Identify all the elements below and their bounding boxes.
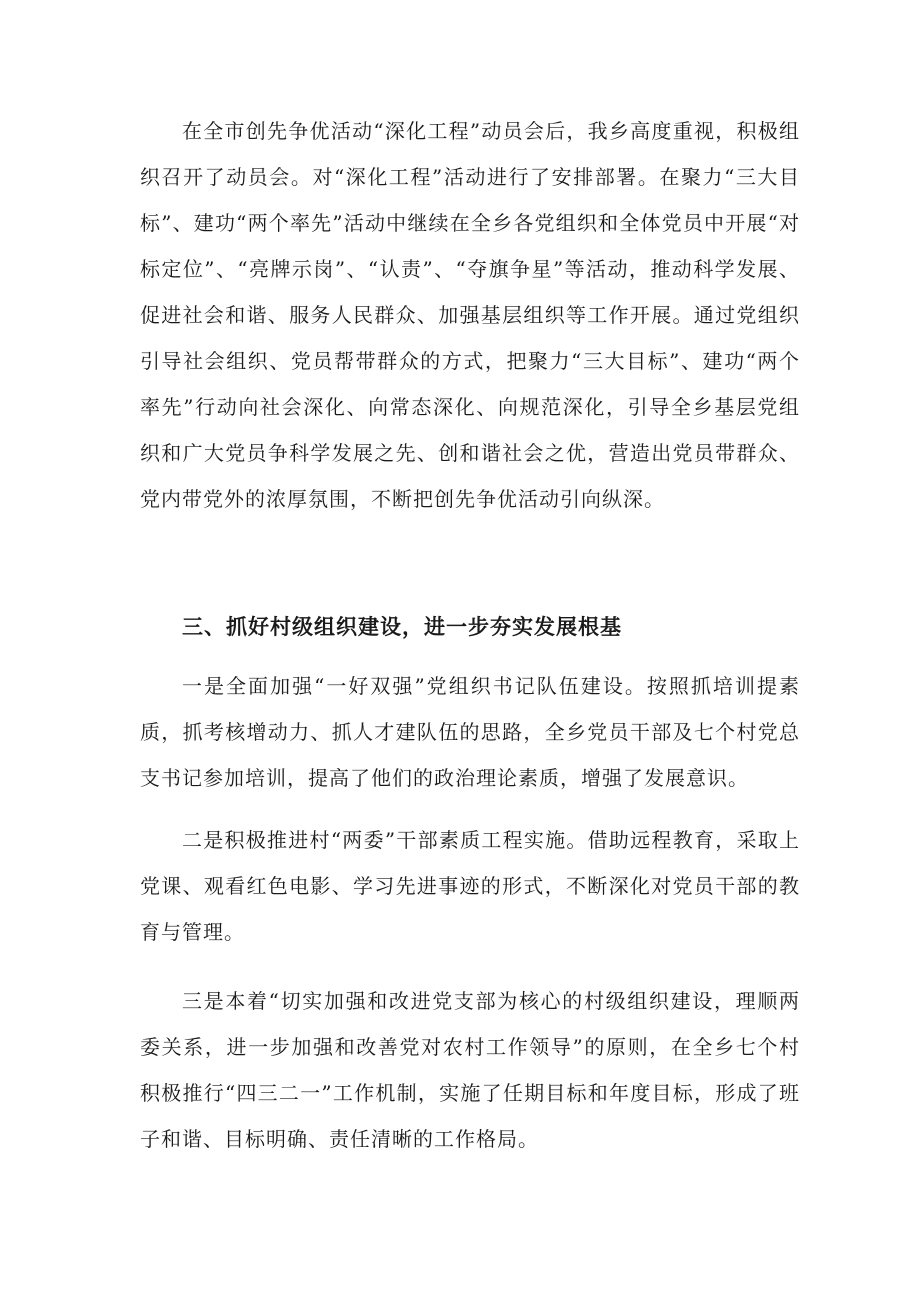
body-paragraph: 二是积极推进村“两委”干部素质工程实施。借助远程教育，采取上党课、观看红色电影、学习先进事迹的形式，不断深化对党员干部的教育与管理。	[140, 828, 800, 944]
body-paragraph: 三是本着“切实加强和改进党支部为核心的村级组织建设，理顺两委关系，进一步加强和改善党对农村工作领导”的原则，在全乡七个村积极推行“四三二一”工作机制，实施了任期目标和年度目标，形成了班子和谐、目标明确、责任清晰的工作格局。	[140, 989, 800, 1151]
body-paragraph: 一是全面加强“一好双强”党组织书记队伍建设。按照抓培训提素质，抓考核增动力、抓人才建队伍的思路，全乡党员干部及七个村党总支书记参加培训，提高了他们的政治理论素质，增强了发展意识。	[140, 674, 800, 790]
body-paragraph: 在全市创先争优活动“深化工程”动员会后，我乡高度重视，积极组织召开了动员会。对“深化工程”活动进行了安排部署。在聚力“三大目标”、建功“两个率先”活动中继续在全乡各党组织和全体党员中开展“对标定位”、“亮牌示岗”、“认责”、“夺旗争星”等活动，推动科学发展、促进社会和谐、服务人民群众、加强基层组织等工作开展。通过党组织引导社会组织、党员帮带群众的方式，把聚力“三大目标”、建功“两个率先”行动向社会深化、向常态深化、向规范深化，引导全乡基层党组织和广大党员争科学发展之先、创和谐社会之优，营造出党员带群众、党内带党外的浓厚氛围，不断把创先争优活动引向纵深。	[140, 119, 800, 511]
section-heading: 三、抓好村级组织建设，进一步夯实发展根基	[182, 614, 622, 639]
